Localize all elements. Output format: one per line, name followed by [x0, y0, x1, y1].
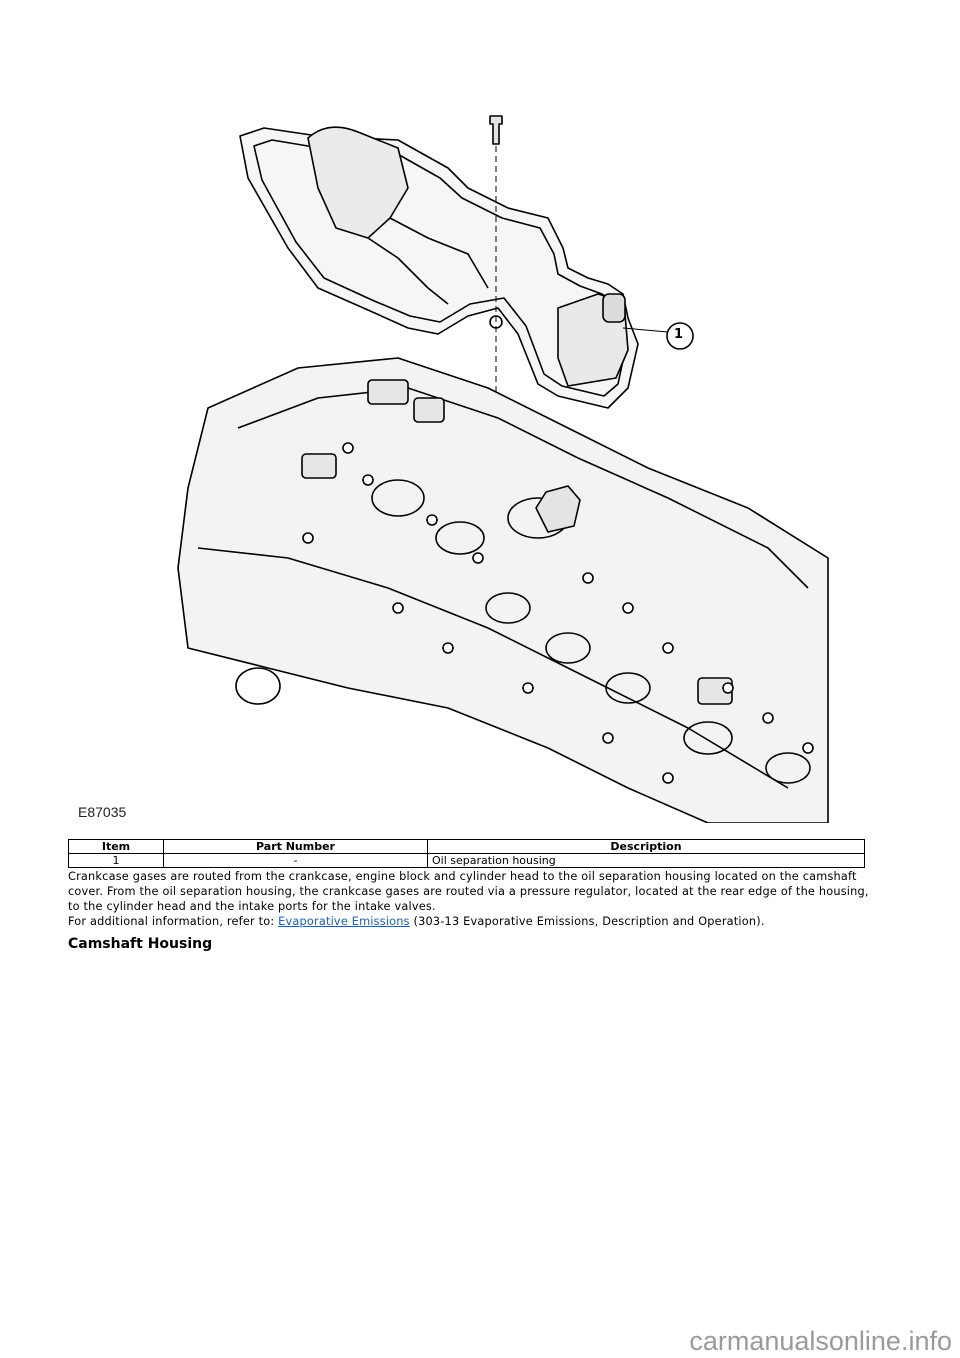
site-watermark: carmanualsonline.info: [689, 1326, 952, 1356]
engine-line-drawing: [68, 88, 838, 823]
column-header-part-number: Part Number: [164, 840, 428, 854]
figure-id: E87035: [78, 804, 127, 820]
callout-number: 1: [674, 327, 684, 342]
evaporative-emissions-link[interactable]: Evaporative Emissions: [278, 915, 410, 928]
column-header-description: Description: [428, 840, 865, 854]
reference-suffix: (303-13 Evaporative Emissions, Description and Operation).: [409, 915, 765, 928]
parts-table: [68, 839, 865, 868]
reference-line: [68, 914, 880, 929]
table-header-row: [69, 840, 865, 854]
section-title: Camshaft Housing: [68, 936, 213, 952]
column-header-item: Item: [69, 840, 164, 854]
description-cell: Oil separation housing: [428, 854, 865, 868]
description-paragraph: Crankcase gases are routed from the crankcase, engine block and cylinder head to the oil separation housing located on the camshaft cover. From the oil separation housing, the crankcase gases are routed via a pressure regulator, located at the rear edge of the housing, to the cylinder head and the intake ports for the intake valves.: [68, 870, 869, 913]
engine-illustration: [68, 88, 838, 823]
part-number-cell: -: [164, 854, 428, 868]
table-row: [69, 854, 865, 868]
reference-prefix: For additional information, refer to:: [68, 915, 279, 928]
description-text: [68, 869, 880, 929]
item-cell: 1: [69, 854, 164, 868]
